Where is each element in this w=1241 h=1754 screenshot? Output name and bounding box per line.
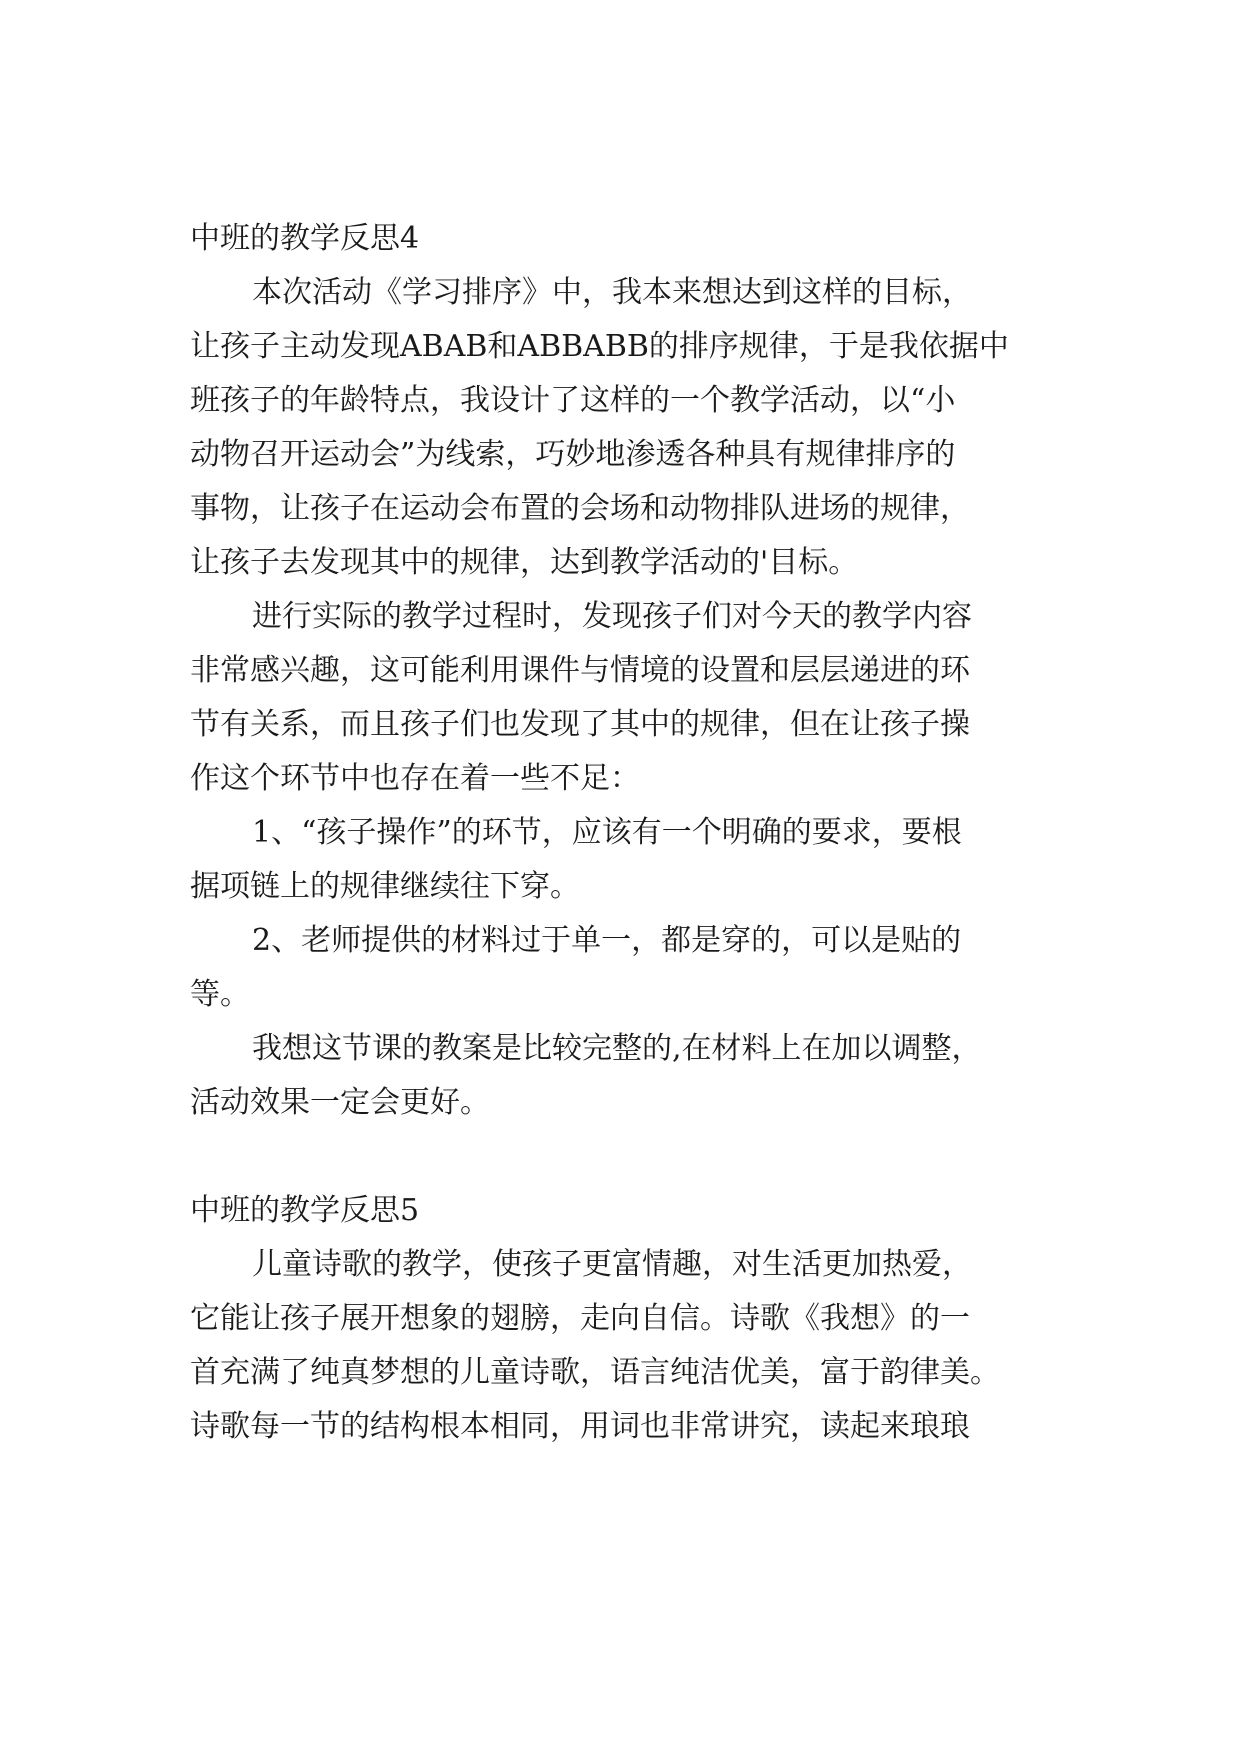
paragraph bbox=[190, 266, 1060, 590]
text-line: 进行实际的教学过程时，发现孩子们对今天的教学内容 bbox=[252, 599, 972, 634]
section-4 bbox=[190, 212, 1060, 1130]
text-line: 节有关系，而且孩子们也发现了其中的规律，但在让孩子操 bbox=[190, 707, 970, 742]
text-line: 非常感兴趣，这可能利用课件与情境的设置和层层递进的环 bbox=[190, 653, 970, 688]
paragraph bbox=[190, 806, 1060, 914]
text-line: 让孩子去发现其中的规律，达到教学活动的'目标。 bbox=[190, 545, 859, 580]
text-line: 儿童诗歌的教学，使孩子更富情趣，对生活更加热爱， bbox=[252, 1247, 972, 1282]
document-page bbox=[190, 212, 1060, 1454]
text-line: 活动效果一定会更好。 bbox=[190, 1085, 490, 1120]
text-line: 本次活动《学习排序》中，我本来想达到这样的目标， bbox=[252, 275, 972, 310]
paragraph bbox=[190, 1022, 1060, 1130]
text-line: 作这个环节中也存在着一些不足： bbox=[190, 761, 640, 796]
text-line: 据项链上的规律继续往下穿。 bbox=[190, 869, 580, 904]
text-line: 它能让孩子展开想象的翅膀，走向自信。诗歌《我想》的一 bbox=[190, 1301, 970, 1336]
text-line: 等。 bbox=[190, 977, 250, 1012]
section-gap bbox=[190, 1130, 1060, 1184]
text-line: 诗歌每一节的结构根本相同，用词也非常讲究，读起来琅琅 bbox=[190, 1409, 970, 1444]
text-line: 事物，让孩子在运动会布置的会场和动物排队进场的规律， bbox=[190, 491, 970, 526]
text-line: 我想这节课的教案是比较完整的,在材料上在加以调整， bbox=[252, 1031, 982, 1066]
paragraph bbox=[190, 590, 1060, 806]
text-line: 让孩子主动发现ABAB和ABBABB的排序规律，于是我依据中 bbox=[190, 329, 1009, 364]
paragraph bbox=[190, 1238, 1060, 1454]
text-line: 2、老师提供的材料过于单一，都是穿的，可以是贴的 bbox=[252, 923, 962, 958]
text-line: 动物召开运动会”为线索，巧妙地渗透各种具有规律排序的 bbox=[190, 437, 956, 472]
section-title: 中班的教学反思4 bbox=[190, 221, 420, 256]
text-line: 班孩子的年龄特点，我设计了这样的一个教学活动，以“小 bbox=[190, 383, 956, 418]
text-line: 1、“孩子操作”的环节，应该有一个明确的要求，要根 bbox=[252, 815, 962, 850]
section-title: 中班的教学反思5 bbox=[190, 1193, 420, 1228]
text-line: 首充满了纯真梦想的儿童诗歌，语言纯洁优美，富于韵律美。 bbox=[190, 1355, 1000, 1390]
section-5 bbox=[190, 1184, 1060, 1454]
paragraph bbox=[190, 914, 1060, 1022]
